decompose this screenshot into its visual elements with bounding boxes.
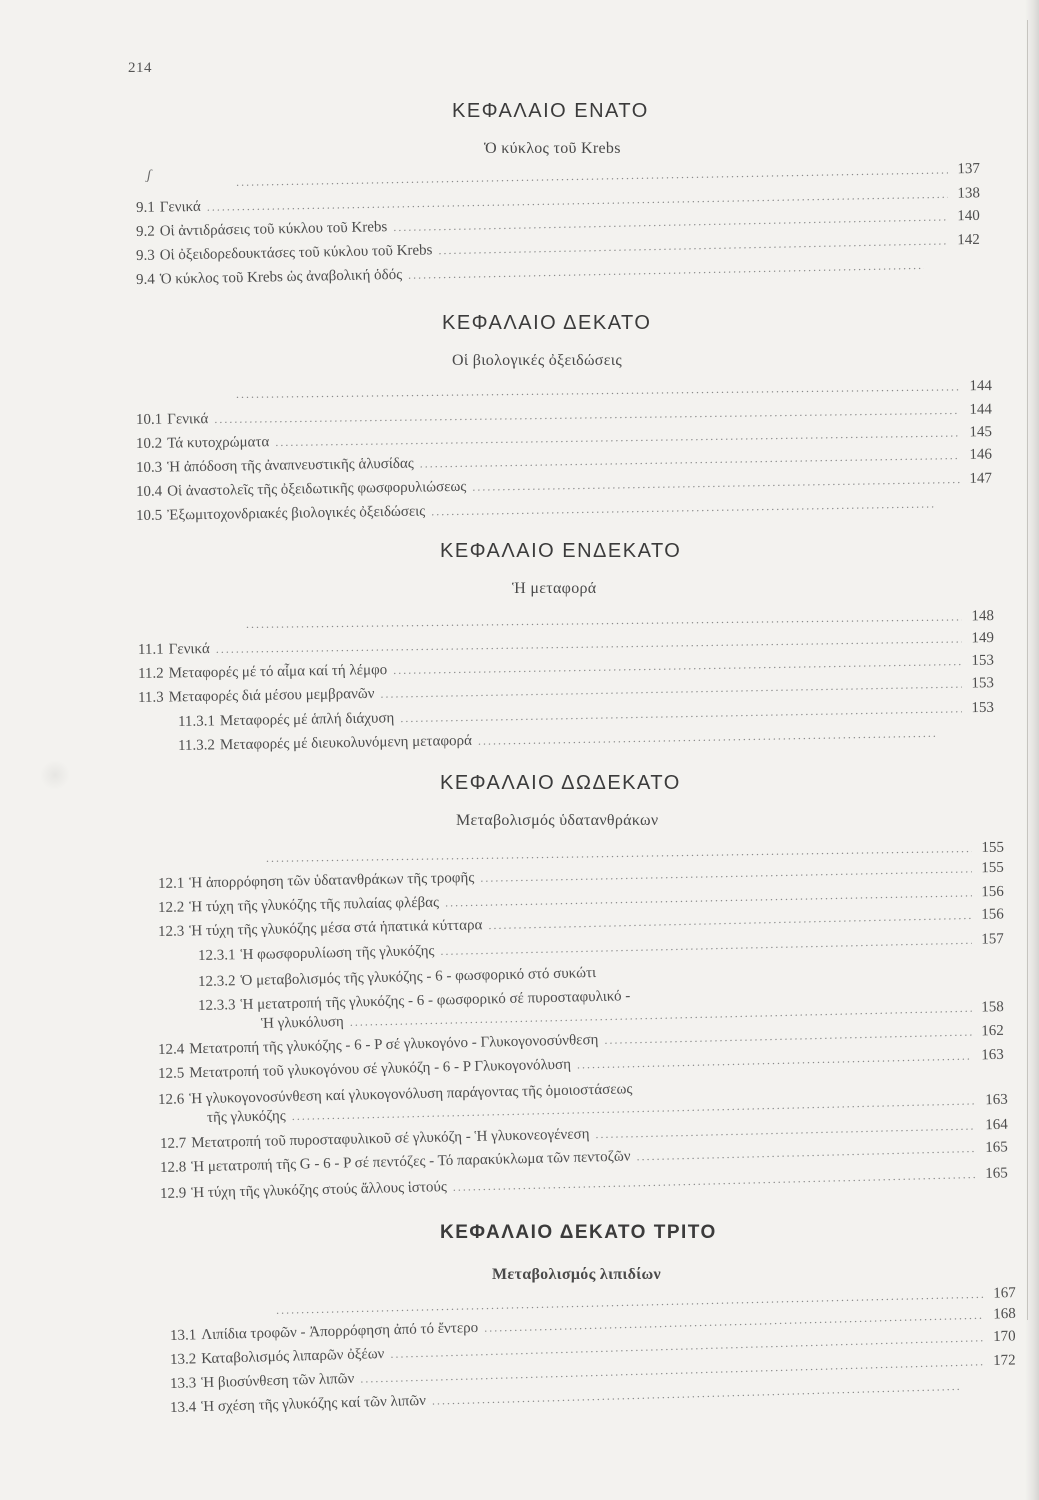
toc-text: Ὁ κύκλος τοῦ Krebs ὡς ἀναβολική ὁδός bbox=[159, 266, 403, 288]
toc-text: Ἡ φωσφορυλίωση τῆς γλυκόζης bbox=[240, 943, 435, 964]
page-number: 214 bbox=[128, 60, 152, 76]
toc-text: Ὁ μεταβολισμός τῆς γλυκόζης - 6 - φωσφορικό στό συκώτι bbox=[240, 964, 597, 990]
toc-number: 10.4 bbox=[135, 483, 163, 500]
toc-text: Μετατροπή τῆς γλυκόζης - 6 - P σέ γλυκογόνο - Γλυκογονοσύνθεση bbox=[189, 1032, 599, 1058]
toc-page: 144 bbox=[969, 401, 993, 418]
toc-text: Οἱ ὀξειδορεδουκτάσες τοῦ κύκλου τοῦ Krebs bbox=[159, 242, 433, 264]
chapter-title: ΚΕΦΑΛΑΙΟ ΔΕΚΑΤΟ ΤΡΙΤΟ bbox=[440, 1222, 717, 1243]
toc-page: 158 bbox=[981, 999, 1004, 1016]
leader-dots bbox=[236, 376, 960, 404]
toc-text: Ἡ τύχη τῆς γλυκόζης στούς ἄλλους ἱστούς bbox=[191, 1178, 447, 1202]
toc-number: 11.1 bbox=[137, 641, 164, 658]
toc-page: 163 bbox=[981, 1046, 1004, 1064]
toc-number: 12.2 bbox=[157, 899, 185, 916]
toc-text: Μεταφορές μέ ἁπλή διάχυση bbox=[219, 710, 395, 730]
leader-dots bbox=[577, 1046, 972, 1075]
toc-text: Ἡ σχέση τῆς γλυκόζης καί τῶν λιπῶν bbox=[201, 1392, 427, 1416]
toc-page: 156 bbox=[981, 906, 1004, 923]
toc-page: 153 bbox=[971, 652, 995, 669]
toc-text: Ἡ τύχη τῆς γλυκόζης μέσα στά ἡπατικά κύτταρα bbox=[189, 917, 483, 940]
page-edge-shadow bbox=[1025, 0, 1039, 1500]
toc-page: 165 bbox=[985, 1165, 1008, 1182]
leader-dots bbox=[604, 1022, 972, 1050]
toc-number: 12.1 bbox=[157, 875, 185, 892]
toc-number: 12.3.1 bbox=[197, 947, 236, 964]
chapter-title: ΚΕΦΑΛΑΙΟ ΕΝΑΤΟ bbox=[452, 100, 649, 122]
toc-text: Μεταφορές μέ τό αἷμα καί τή λέμφο bbox=[168, 662, 388, 682]
toc-number: 13.1 bbox=[169, 1327, 197, 1344]
toc-number: 12.6 bbox=[157, 1091, 185, 1108]
toc-text: Γενικά bbox=[168, 640, 210, 658]
toc-number: 11.3.1 bbox=[177, 713, 216, 730]
toc-number: 12.3 bbox=[157, 923, 185, 940]
toc-page: 149 bbox=[971, 630, 995, 647]
toc-page: 157 bbox=[981, 931, 1004, 948]
leader-dots bbox=[453, 1164, 976, 1197]
toc-text: Ἡ βιοσύνθεση τῶν λιπῶν bbox=[201, 1370, 355, 1392]
toc-number: 12.9 bbox=[159, 1185, 187, 1202]
toc-number: 12.8 bbox=[159, 1159, 187, 1176]
toc-number: 9.4 bbox=[135, 271, 155, 288]
toc-text: Μετατροπή τοῦ γλυκογόνου σέ γλυκόζη - 6 - P Γλυκογονόλυση bbox=[189, 1056, 572, 1082]
toc-number: 11.2 bbox=[137, 665, 164, 682]
toc-text: Μετατροπή τοῦ πυροσταφυλικοῦ σέ γλυκόζη - Ἡ γλυκονεογένεση bbox=[191, 1126, 590, 1152]
toc-number: 10.3 bbox=[135, 459, 163, 476]
toc-text: τῆς γλυκόζης bbox=[206, 1108, 286, 1126]
toc-page: 168 bbox=[993, 1305, 1016, 1323]
toc-page bbox=[596, 976, 622, 977]
toc-page bbox=[632, 1093, 658, 1094]
toc-page: 140 bbox=[957, 207, 980, 225]
toc-text: Λιπίδια τροφῶν - Ἀπορρόφηση ἀπό τό ἔντερο bbox=[201, 1319, 479, 1344]
toc-text: Ἡ γλυκόλυση bbox=[260, 1014, 344, 1032]
toc-text: Γενικά bbox=[159, 198, 201, 216]
leader-dots bbox=[431, 493, 934, 521]
chapter-title: ΚΕΦΑΛΑΙΟ ΕΝΔΕΚΑΤΟ bbox=[440, 540, 682, 562]
toc-text: Καταβολισμός λιπαρῶν ὀξέων bbox=[201, 1346, 385, 1368]
leader-dots bbox=[472, 469, 960, 497]
toc-page: 138 bbox=[957, 185, 981, 202]
scan-smudge bbox=[40, 760, 70, 790]
toc-number: 12.4 bbox=[157, 1041, 185, 1058]
toc-page: 170 bbox=[992, 1328, 1016, 1346]
toc-page: 145 bbox=[969, 424, 993, 441]
toc-page: 164 bbox=[985, 1116, 1008, 1134]
toc-text: Μεταφορές διά μέσου μεμβρανῶν bbox=[168, 685, 375, 706]
toc-page: 153 bbox=[971, 699, 995, 717]
toc-page: 153 bbox=[971, 675, 995, 692]
toc-page: 172 bbox=[992, 1352, 1016, 1370]
toc-text: Οἱ ἀναστολεῖς τῆς ὀξειδωτικῆς φωσφορυλιώσεως bbox=[167, 478, 467, 500]
toc-page: 147 bbox=[969, 470, 993, 487]
toc-page: 165 bbox=[985, 1139, 1008, 1156]
toc-number: 9.2 bbox=[135, 223, 155, 240]
toc-text: Ἡ ἀπορρόφηση τῶν ὑδατανθράκων τῆς τροφῆς bbox=[189, 869, 475, 892]
toc-number: 12.3.2 bbox=[197, 973, 236, 990]
toc-text: Τά κυτοχρώματα bbox=[167, 434, 270, 452]
chapter-subtitle: Οἱ βιολογικές ὀξειδώσεις bbox=[452, 352, 622, 369]
toc-text: Ἡ μετατροπή τῆς G - 6 - P σέ πεντόζες - Τό παρακύκλωμα τῶν πεντοζῶν bbox=[191, 1148, 631, 1176]
toc-text: Ἡ γλυκογονοσύνθεση καί γλυκογονόλυση παράγοντας τῆς ὁμοιοστάσεως bbox=[189, 1081, 633, 1108]
toc-page: 162 bbox=[981, 1022, 1004, 1040]
toc-page: 142 bbox=[957, 231, 980, 249]
toc-page: 167 bbox=[993, 1285, 1016, 1302]
toc-number: 12.5 bbox=[157, 1065, 185, 1082]
toc-page: 163 bbox=[985, 1091, 1008, 1109]
toc-number: 13.3 bbox=[169, 1375, 197, 1392]
toc-number: 11.3.2 bbox=[177, 737, 216, 754]
chapter-subtitle: Ἡ μεταφορά bbox=[512, 580, 597, 597]
chapter-title: ΚΕΦΑΛΑΙΟ ΔΕΚΑΤΟ bbox=[442, 312, 652, 334]
toc-number: 11.3 bbox=[137, 689, 164, 706]
toc-text: Γενικά bbox=[167, 411, 209, 428]
leader-dots bbox=[478, 723, 936, 751]
toc-number: 10.1 bbox=[135, 411, 163, 428]
toc-page: 137 bbox=[957, 160, 981, 178]
chapter-subtitle: Μεταβολισμός λιπιδίων bbox=[492, 1266, 661, 1283]
toc-page bbox=[630, 1000, 656, 1001]
toc-page: 146 bbox=[969, 446, 993, 463]
toc-number: 9.3 bbox=[135, 247, 155, 264]
toc-text: Ἐξωμιτοχονδριακές βιολογικές ὀξειδώσεις bbox=[167, 503, 426, 524]
toc-number: 10.2 bbox=[135, 435, 163, 452]
toc-number: 9.1 bbox=[135, 199, 155, 216]
toc-page: 156 bbox=[981, 883, 1004, 901]
toc-number: 13.4 bbox=[169, 1399, 197, 1416]
toc-page: 155 bbox=[981, 839, 1005, 856]
leader-dots bbox=[440, 930, 972, 961]
toc-text: Ἡ τύχη τῆς γλυκόζης τῆς πυλαίας φλέβας bbox=[189, 894, 440, 916]
toc-number: 12.7 bbox=[159, 1135, 187, 1152]
leader-dots bbox=[636, 1138, 976, 1166]
chapter-title: ΚΕΦΑΛΑΙΟ ΔΩΔΕΚΑΤΟ bbox=[440, 772, 681, 794]
toc-page bbox=[966, 1389, 992, 1390]
toc-text: Οἱ ἀντιδράσεις τοῦ κύκλου τοῦ Krebs bbox=[159, 219, 388, 240]
chapter-start-page-line bbox=[230, 376, 992, 404]
chapter-subtitle: Ὁ κύκλος τοῦ Krebs bbox=[484, 140, 621, 157]
toc-text: Μεταφορές μέ διευκολυνόμενη μεταφορά bbox=[219, 732, 473, 754]
toc-page: 144 bbox=[969, 378, 993, 395]
toc-page: 148 bbox=[971, 608, 995, 625]
pencil-mark: ʃ bbox=[147, 168, 152, 183]
toc-text: Ἡ μετατροπή τῆς γλυκόζης - 6 - φωσφορικό σέ πυροσταφυλικό - bbox=[240, 988, 631, 1014]
toc-text: Ἡ ἀπόδοση τῆς ἀναπνευστικῆς ἁλυσίδας bbox=[167, 455, 414, 476]
toc-page: 155 bbox=[981, 859, 1004, 877]
toc-number: 12.3.3 bbox=[197, 997, 236, 1014]
toc-number: 13.2 bbox=[169, 1351, 197, 1368]
leader-dots bbox=[420, 445, 961, 473]
toc-number: 10.5 bbox=[135, 507, 163, 524]
leader-dots bbox=[408, 255, 924, 285]
chapter-subtitle: Μεταβολισμός ὑδατανθράκων bbox=[456, 812, 659, 829]
